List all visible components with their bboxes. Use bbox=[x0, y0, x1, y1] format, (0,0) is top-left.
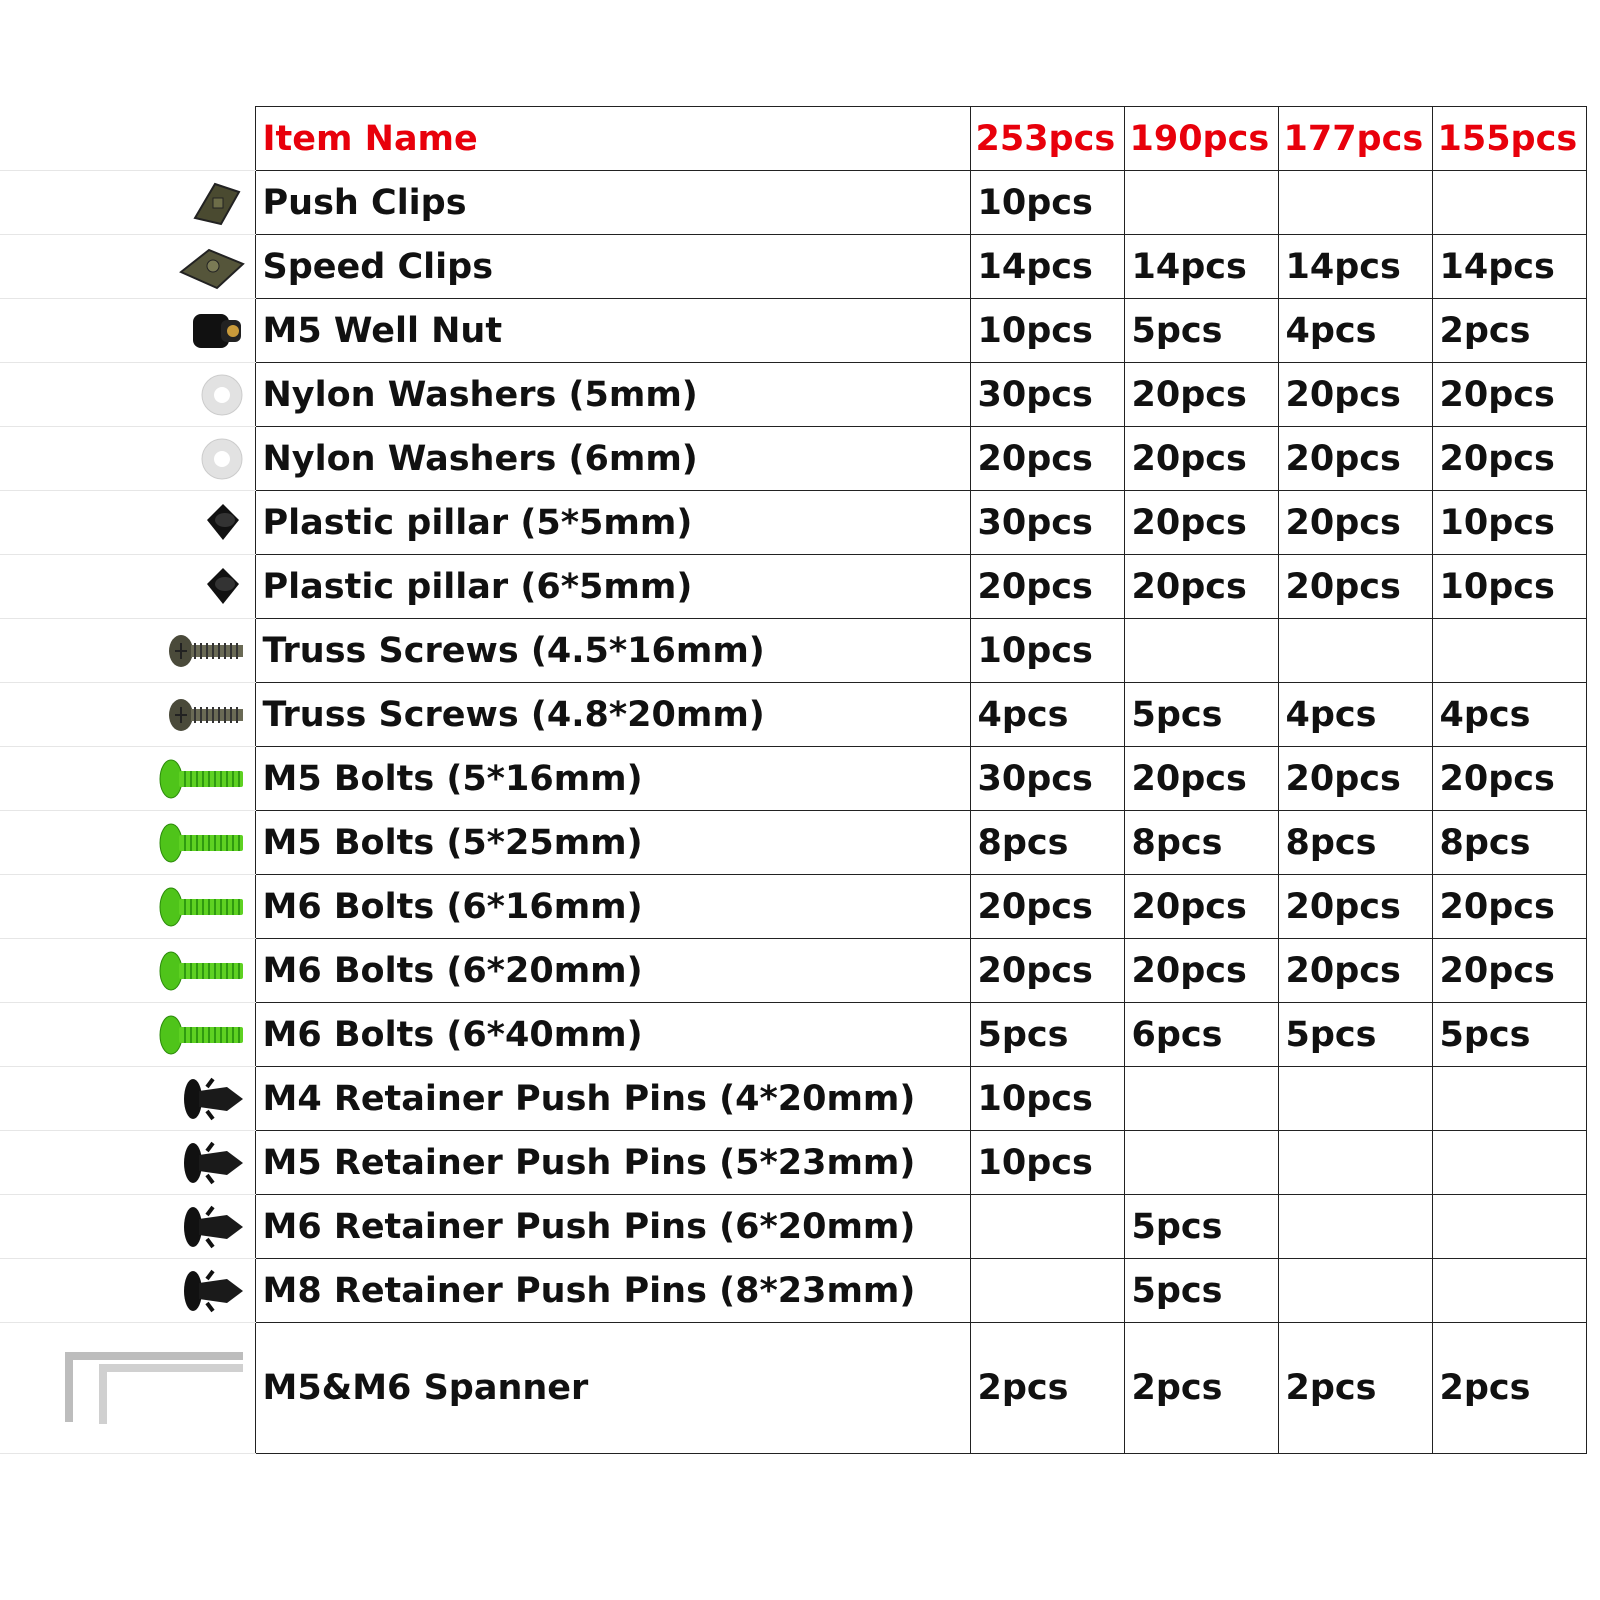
item-image-cell bbox=[0, 683, 255, 747]
table-row bbox=[0, 1067, 1586, 1131]
item-image-cell bbox=[0, 1323, 255, 1454]
quantity-cell: 30pcs bbox=[970, 491, 1124, 555]
quantity-cell: 30pcs bbox=[970, 747, 1124, 811]
quantity-cell bbox=[1432, 1131, 1586, 1195]
quantity-cell: 8pcs bbox=[1432, 811, 1586, 875]
washer-icon bbox=[197, 374, 247, 414]
push-pin-icon bbox=[177, 1078, 247, 1118]
quantity-cell: 8pcs bbox=[1278, 811, 1432, 875]
quantity-cell: 5pcs bbox=[1278, 1003, 1432, 1067]
table-row bbox=[0, 427, 1586, 491]
item-name-cell: M5&M6 Spanner bbox=[255, 1323, 970, 1454]
table-row bbox=[0, 491, 1586, 555]
quantity-cell: 4pcs bbox=[1432, 683, 1586, 747]
item-image-cell bbox=[0, 747, 255, 811]
quantity-cell: 8pcs bbox=[970, 811, 1124, 875]
washer-icon bbox=[197, 438, 247, 478]
quantity-cell bbox=[1278, 1131, 1432, 1195]
quantity-cell: 5pcs bbox=[1432, 1003, 1586, 1067]
table-row bbox=[0, 1195, 1586, 1259]
quantity-cell bbox=[1124, 171, 1278, 235]
item-name-cell: M5 Well Nut bbox=[255, 299, 970, 363]
quantity-cell bbox=[1124, 619, 1278, 683]
quantity-cell: 2pcs bbox=[1432, 1323, 1586, 1454]
table-row bbox=[0, 619, 1586, 683]
quantity-cell bbox=[1432, 1195, 1586, 1259]
green-bolt-icon bbox=[157, 822, 247, 862]
quantity-cell: 6pcs bbox=[1124, 1003, 1278, 1067]
quantity-cell: 10pcs bbox=[970, 299, 1124, 363]
item-image-cell bbox=[0, 1067, 255, 1131]
item-name-cell: Push Clips bbox=[255, 171, 970, 235]
quantity-cell: 14pcs bbox=[1124, 235, 1278, 299]
quantity-cell: 30pcs bbox=[970, 363, 1124, 427]
quantity-cell: 20pcs bbox=[970, 939, 1124, 1003]
quantity-cell: 20pcs bbox=[970, 427, 1124, 491]
green-bolt-icon bbox=[157, 886, 247, 926]
item-name-cell: M5 Bolts (5*25mm) bbox=[255, 811, 970, 875]
table-row bbox=[0, 747, 1586, 811]
quantity-cell: 4pcs bbox=[1278, 683, 1432, 747]
quantity-cell: 14pcs bbox=[970, 235, 1124, 299]
table-row bbox=[0, 1259, 1586, 1323]
quantity-cell: 14pcs bbox=[1432, 235, 1586, 299]
quantity-cell: 5pcs bbox=[1124, 1195, 1278, 1259]
quantity-cell: 2pcs bbox=[1124, 1323, 1278, 1454]
parts-table bbox=[0, 106, 1587, 1454]
table-row bbox=[0, 683, 1586, 747]
hex-key-icon bbox=[57, 1367, 247, 1407]
item-name-cell: Plastic pillar (6*5mm) bbox=[255, 555, 970, 619]
item-image-cell bbox=[0, 427, 255, 491]
quantity-cell: 20pcs bbox=[1432, 875, 1586, 939]
header-item-name: Item Name bbox=[255, 107, 970, 171]
item-name-cell: M5 Retainer Push Pins (5*23mm) bbox=[255, 1131, 970, 1195]
quantity-cell bbox=[1432, 171, 1586, 235]
item-name-cell: Plastic pillar (5*5mm) bbox=[255, 491, 970, 555]
item-name-cell: Truss Screws (4.8*20mm) bbox=[255, 683, 970, 747]
item-image-cell bbox=[0, 1003, 255, 1067]
quantity-cell: 10pcs bbox=[970, 1067, 1124, 1131]
quantity-cell: 4pcs bbox=[1278, 299, 1432, 363]
item-name-cell: M6 Bolts (6*16mm) bbox=[255, 875, 970, 939]
item-name-cell: Speed Clips bbox=[255, 235, 970, 299]
item-image-cell bbox=[0, 1259, 255, 1323]
push-pin-icon bbox=[177, 1270, 247, 1310]
table-row bbox=[0, 555, 1586, 619]
quantity-cell: 20pcs bbox=[1124, 363, 1278, 427]
header-col-190: 190pcs bbox=[1124, 107, 1278, 171]
item-name-cell: Truss Screws (4.5*16mm) bbox=[255, 619, 970, 683]
item-name-cell: M6 Retainer Push Pins (6*20mm) bbox=[255, 1195, 970, 1259]
item-name-cell: M4 Retainer Push Pins (4*20mm) bbox=[255, 1067, 970, 1131]
pillar-icon bbox=[197, 566, 247, 606]
quantity-cell bbox=[1278, 1259, 1432, 1323]
green-bolt-icon bbox=[157, 950, 247, 990]
item-image-cell bbox=[0, 1131, 255, 1195]
table-row bbox=[0, 1131, 1586, 1195]
quantity-cell bbox=[970, 1259, 1124, 1323]
item-image-cell bbox=[0, 171, 255, 235]
table-row bbox=[0, 363, 1586, 427]
item-image-cell bbox=[0, 555, 255, 619]
header-col-177: 177pcs bbox=[1278, 107, 1432, 171]
quantity-cell: 20pcs bbox=[1432, 747, 1586, 811]
quantity-cell: 8pcs bbox=[1124, 811, 1278, 875]
table-row bbox=[0, 939, 1586, 1003]
quantity-cell bbox=[1124, 1131, 1278, 1195]
quantity-cell: 4pcs bbox=[970, 683, 1124, 747]
quantity-cell bbox=[1432, 1067, 1586, 1131]
item-name-cell: Nylon Washers (6mm) bbox=[255, 427, 970, 491]
item-image-cell bbox=[0, 299, 255, 363]
quantity-cell bbox=[1278, 1195, 1432, 1259]
item-image-cell bbox=[0, 235, 255, 299]
header-icon-cell bbox=[0, 107, 255, 171]
item-image-cell bbox=[0, 1195, 255, 1259]
well-nut-icon bbox=[187, 310, 247, 350]
table-row bbox=[0, 1323, 1586, 1454]
quantity-cell bbox=[970, 1195, 1124, 1259]
quantity-cell: 20pcs bbox=[1124, 875, 1278, 939]
parts-table-wrapper bbox=[0, 106, 1600, 1454]
quantity-cell bbox=[1278, 171, 1432, 235]
quantity-cell: 20pcs bbox=[1124, 555, 1278, 619]
quantity-cell: 20pcs bbox=[1124, 747, 1278, 811]
item-name-cell: M6 Bolts (6*40mm) bbox=[255, 1003, 970, 1067]
quantity-cell: 20pcs bbox=[970, 875, 1124, 939]
quantity-cell bbox=[1432, 619, 1586, 683]
quantity-cell: 5pcs bbox=[970, 1003, 1124, 1067]
pillar-icon bbox=[197, 502, 247, 542]
table-row bbox=[0, 875, 1586, 939]
quantity-cell: 20pcs bbox=[970, 555, 1124, 619]
green-bolt-icon bbox=[157, 1014, 247, 1054]
quantity-cell bbox=[1124, 1067, 1278, 1131]
header-row bbox=[0, 107, 1586, 171]
quantity-cell: 5pcs bbox=[1124, 299, 1278, 363]
quantity-cell: 20pcs bbox=[1278, 491, 1432, 555]
push-pin-icon bbox=[177, 1142, 247, 1182]
table-row bbox=[0, 1003, 1586, 1067]
quantity-cell: 10pcs bbox=[970, 1131, 1124, 1195]
item-name-cell: Nylon Washers (5mm) bbox=[255, 363, 970, 427]
item-image-cell bbox=[0, 491, 255, 555]
quantity-cell: 20pcs bbox=[1278, 363, 1432, 427]
quantity-cell: 10pcs bbox=[970, 171, 1124, 235]
item-name-cell: M5 Bolts (5*16mm) bbox=[255, 747, 970, 811]
quantity-cell: 2pcs bbox=[1432, 299, 1586, 363]
table-row bbox=[0, 171, 1586, 235]
speed-clip-icon bbox=[187, 182, 247, 222]
quantity-cell: 20pcs bbox=[1432, 363, 1586, 427]
quantity-cell: 14pcs bbox=[1278, 235, 1432, 299]
quantity-cell: 20pcs bbox=[1432, 939, 1586, 1003]
table-row bbox=[0, 299, 1586, 363]
item-name-cell: M6 Bolts (6*20mm) bbox=[255, 939, 970, 1003]
quantity-cell: 5pcs bbox=[1124, 1259, 1278, 1323]
quantity-cell: 20pcs bbox=[1278, 427, 1432, 491]
quantity-cell: 20pcs bbox=[1124, 427, 1278, 491]
quantity-cell: 20pcs bbox=[1432, 427, 1586, 491]
item-image-cell bbox=[0, 619, 255, 683]
quantity-cell bbox=[1432, 1259, 1586, 1323]
green-bolt-icon bbox=[157, 758, 247, 798]
header-col-155: 155pcs bbox=[1432, 107, 1586, 171]
quantity-cell: 2pcs bbox=[970, 1323, 1124, 1454]
item-image-cell bbox=[0, 875, 255, 939]
quantity-cell: 10pcs bbox=[1432, 555, 1586, 619]
quantity-cell: 20pcs bbox=[1278, 555, 1432, 619]
quantity-cell bbox=[1278, 619, 1432, 683]
truss-screw-icon bbox=[167, 630, 247, 670]
u-clip-icon bbox=[177, 246, 247, 286]
item-name-cell: M8 Retainer Push Pins (8*23mm) bbox=[255, 1259, 970, 1323]
item-image-cell bbox=[0, 363, 255, 427]
quantity-cell: 20pcs bbox=[1278, 875, 1432, 939]
quantity-cell bbox=[1278, 1067, 1432, 1131]
quantity-cell: 20pcs bbox=[1278, 939, 1432, 1003]
item-image-cell bbox=[0, 939, 255, 1003]
header-col-253: 253pcs bbox=[970, 107, 1124, 171]
quantity-cell: 2pcs bbox=[1278, 1323, 1432, 1454]
table-row bbox=[0, 235, 1586, 299]
quantity-cell: 10pcs bbox=[970, 619, 1124, 683]
table-row bbox=[0, 811, 1586, 875]
quantity-cell: 10pcs bbox=[1432, 491, 1586, 555]
truss-screw-icon bbox=[167, 694, 247, 734]
quantity-cell: 20pcs bbox=[1278, 747, 1432, 811]
push-pin-icon bbox=[177, 1206, 247, 1246]
item-image-cell bbox=[0, 811, 255, 875]
quantity-cell: 5pcs bbox=[1124, 683, 1278, 747]
quantity-cell: 20pcs bbox=[1124, 939, 1278, 1003]
quantity-cell: 20pcs bbox=[1124, 491, 1278, 555]
